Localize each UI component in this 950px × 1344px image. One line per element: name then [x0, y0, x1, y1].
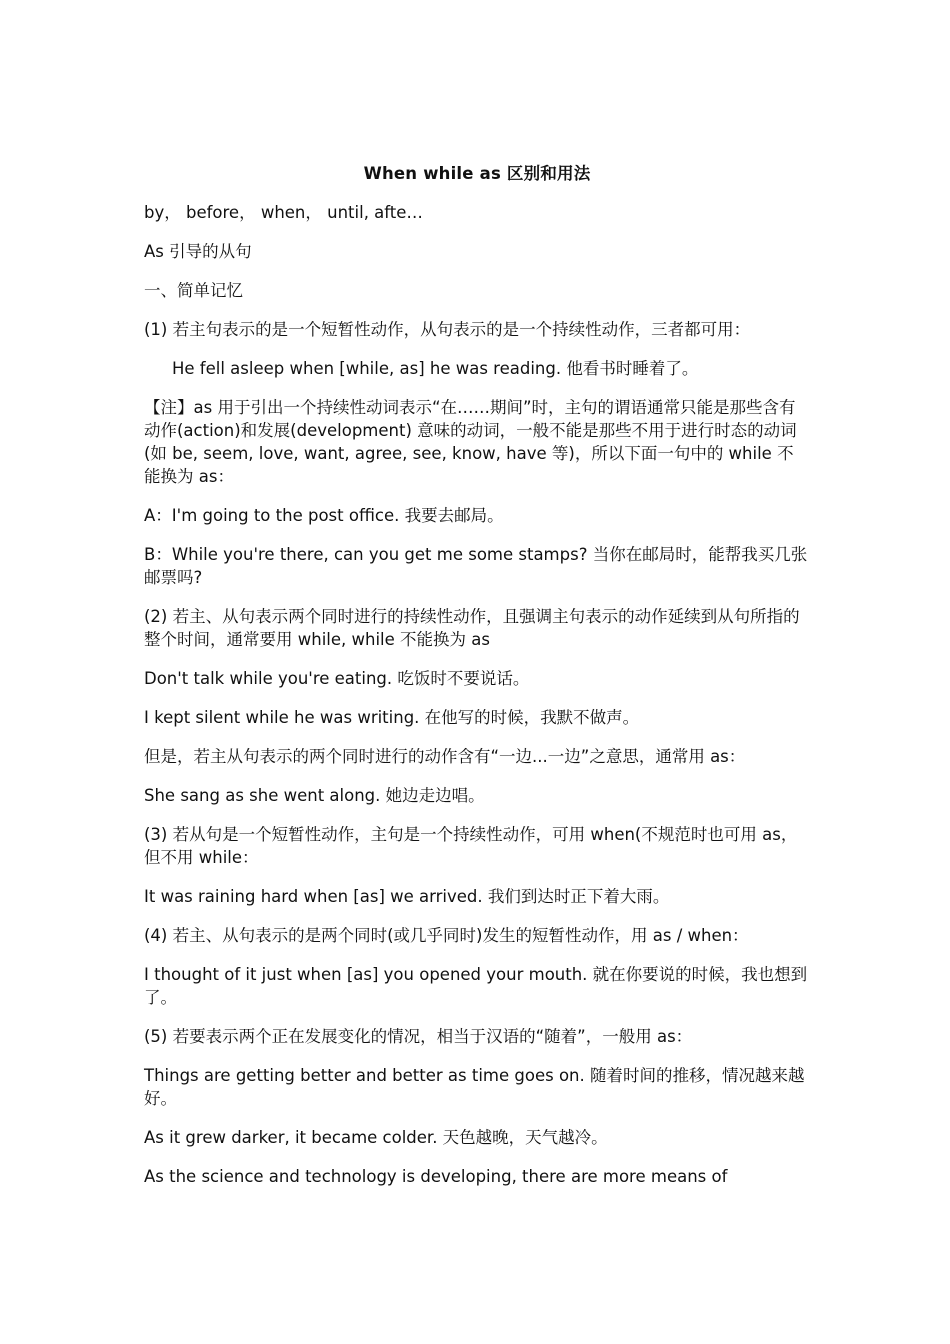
rule-4: (4) 若主、从句表示的是两个同时(或几乎同时)发生的短暂性动作，用 as / when： [144, 926, 749, 945]
rule-2: (2) 若主、从句表示两个同时进行的持续性动作，且强调主句表示的动作延续到从句所指的整个时间，通常要用 while, while 不能换为 as [144, 607, 800, 649]
paragraph-as-clause-heading: As 引导的从句 [144, 242, 252, 261]
paragraph-conjunction-list: by， before， when， until, afte… [144, 203, 423, 222]
example-raining-hard: It was raining hard when [as] we arrived. 我们到达时正下着大雨。 [144, 887, 670, 906]
rule-3: (3) 若从句是一个短暂性动作，主句是一个持续性动作，可用 when(不规范时也可用 as，但不用 while： [144, 825, 798, 867]
rule-1: (1) 若主句表示的是一个短暂性动作，从句表示的是一个持续性动作，三者都可用： [144, 320, 751, 339]
page-title: When while as 区别和用法 [363, 164, 591, 183]
dialogue-line-b: B：While you're there, can you get me some stamps? 当你在邮局时，能帮我买几张邮票吗? [144, 545, 808, 587]
example-thought-of-it: I thought of it just when [as] you opened your mouth. 就在你要说的时候，我也想到了。 [144, 965, 808, 1007]
example-kept-silent: I kept silent while he was writing. 在他写的时候，我默不做声。 [144, 708, 640, 727]
document-body [144, 162, 810, 1188]
dialogue-line-a: A：I'm going to the post office. 我要去邮局。 [144, 506, 504, 525]
note-paragraph: 【注】as 用于引出一个持续性动词表示“在……期间”时，主句的谓语通常只能是那些含有动作(action)和发展(development) 意味的动词，一般不能是那些不用于进行时态的动词(如 be, seem, love, want, agree, see, know, have 等)，所以下面一句中的 while 不能换为 as： [144, 398, 797, 486]
example-grew-darker: As it grew darker, it became colder. 天色越晚，天气越冷。 [144, 1128, 608, 1147]
example-dont-talk: Don't talk while you're eating. 吃饭时不要说话。 [144, 669, 530, 688]
example-things-better: Things are getting better and better as time goes on. 随着时间的推移，情况越来越好。 [144, 1066, 805, 1108]
example-fell-asleep: He fell asleep when [while, as] he was reading. 他看书时睡着了。 [172, 359, 699, 378]
rule-2-exception: 但是，若主从句表示的两个同时进行的动作含有“一边...一边”之意思，通常用 as： [144, 747, 746, 766]
section-heading-simple-memory: 一、简单记忆 [144, 281, 243, 300]
example-science-technology: As the science and technology is developing, there are more means of [144, 1167, 728, 1186]
rule-5: (5) 若要表示两个正在发展变化的情况，相当于汉语的“随着”，一般用 as： [144, 1027, 693, 1046]
example-she-sang: She sang as she went along. 她边走边唱。 [144, 786, 485, 805]
